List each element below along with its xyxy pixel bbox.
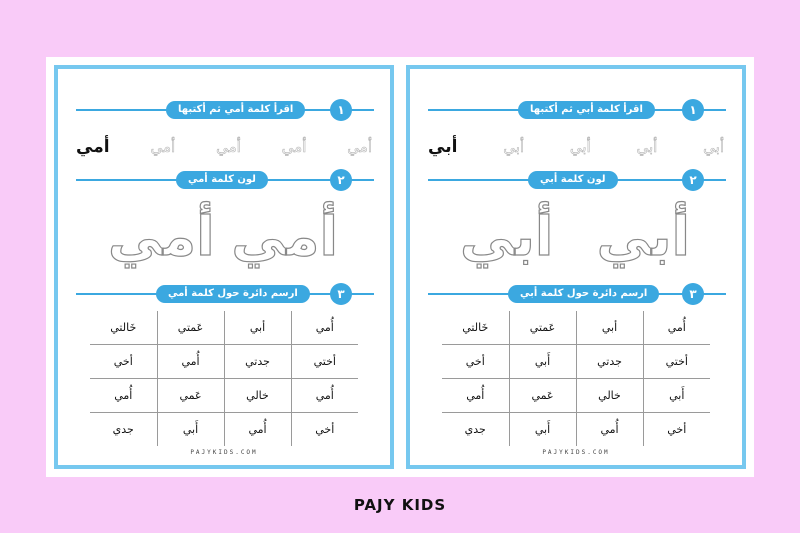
trace-row: [428, 130, 724, 164]
grid-cell[interactable]: أُمي: [442, 379, 509, 413]
grid-cell[interactable]: أَبي: [509, 413, 576, 447]
outline-words: [460, 196, 690, 276]
grid-row: [442, 413, 710, 447]
grid-row: [90, 345, 358, 379]
outline-word: أبي: [596, 204, 690, 268]
grid-row: [90, 311, 358, 345]
grid-cell[interactable]: جدتي: [576, 345, 643, 379]
section-1-number: ١: [330, 99, 352, 121]
section-2-title: لون كلمة أبي: [528, 171, 618, 189]
grid-cell[interactable]: جدي: [442, 413, 509, 447]
trace-word: أمي: [281, 138, 307, 156]
worksheet-frame: [46, 57, 754, 477]
grid-cell[interactable]: أبي: [576, 311, 643, 345]
grid-cell[interactable]: أَبي: [509, 345, 576, 379]
outline-word: أبي: [460, 204, 554, 268]
model-word: أبي: [428, 137, 458, 157]
trace-word: أمي: [347, 138, 372, 156]
section-1-title: اقرأ كلمة أبي ثم أكتبها: [518, 101, 655, 119]
grid-cell[interactable]: أخي: [643, 413, 710, 447]
outline-words: [108, 196, 338, 276]
worksheet-mother: [54, 65, 394, 469]
trace-word: أبي: [503, 138, 525, 156]
site-url: PAJYKIDS.COM: [190, 449, 258, 456]
grid-cell[interactable]: خَالتي: [442, 311, 509, 345]
grid-cell[interactable]: خَالتي: [90, 311, 157, 345]
grid-cell[interactable]: خالي: [576, 379, 643, 413]
section-3-title: ارسم دائرة حول كلمة أمي: [156, 285, 310, 303]
trace-word: أمي: [216, 138, 241, 156]
grid-cell[interactable]: جدي: [90, 413, 157, 447]
grid-row: [442, 311, 710, 345]
grid-cell[interactable]: عَمتي: [157, 311, 224, 345]
grid-cell[interactable]: أُمي: [643, 311, 710, 345]
grid-cell[interactable]: أُمي: [157, 345, 224, 379]
section-2-number: ٢: [330, 169, 352, 191]
grid-cell[interactable]: أُمي: [291, 379, 358, 413]
worksheet-father: [406, 65, 746, 469]
grid-cell[interactable]: جدتي: [224, 345, 291, 379]
trace-word: أبي: [569, 138, 591, 156]
grid-row: [442, 345, 710, 379]
section-1-title: اقرأ كلمة أمي ثم أكتبها: [166, 101, 305, 119]
section-3-header: [76, 283, 374, 305]
grid-cell[interactable]: أخي: [90, 345, 157, 379]
trace-word: أمي: [150, 138, 176, 156]
outline-word: أمي: [108, 204, 215, 268]
grid-cell[interactable]: أخي: [442, 345, 509, 379]
word-grid: [90, 311, 358, 446]
section-3-number: ٣: [330, 283, 352, 305]
grid-cell[interactable]: أُمي: [90, 379, 157, 413]
grid-cell[interactable]: أَبي: [157, 413, 224, 447]
section-1-number: ١: [682, 99, 704, 121]
section-1-header: [76, 99, 374, 121]
outline-word: أمي: [231, 204, 338, 268]
word-grid: [442, 311, 710, 446]
section-3-header: [428, 283, 726, 305]
grid-cell[interactable]: عَمتي: [509, 311, 576, 345]
section-2-header: [76, 169, 374, 191]
grid-cell[interactable]: أبي: [224, 311, 291, 345]
grid-cell[interactable]: أُمي: [224, 413, 291, 447]
section-3-title: ارسم دائرة حول كلمة أبي: [508, 285, 659, 303]
grid-row: [90, 379, 358, 413]
grid-cell[interactable]: أختي: [291, 345, 358, 379]
grid-cell[interactable]: أُمي: [291, 311, 358, 345]
grid-cell[interactable]: عَمي: [157, 379, 224, 413]
section-2-title: لون كلمة أمي: [176, 171, 268, 189]
grid-cell[interactable]: أخي: [291, 413, 358, 447]
section-2-header: [428, 169, 726, 191]
grid-cell[interactable]: خالي: [224, 379, 291, 413]
grid-cell[interactable]: أَبي: [643, 379, 710, 413]
grid-cell[interactable]: أختي: [643, 345, 710, 379]
grid-row: [442, 379, 710, 413]
brand-logo-text: PAJY KIDS: [353, 496, 447, 514]
trace-word: أبي: [636, 138, 658, 156]
grid-cell[interactable]: عَمي: [509, 379, 576, 413]
grid-row: [90, 413, 358, 447]
grid-cell[interactable]: أُمي: [576, 413, 643, 447]
site-url: PAJYKIDS.COM: [542, 449, 610, 456]
section-3-number: ٣: [682, 283, 704, 305]
section-1-header: [428, 99, 726, 121]
trace-word: أبي: [703, 138, 724, 156]
section-2-number: ٢: [682, 169, 704, 191]
model-word: أمي: [76, 137, 110, 157]
trace-row: [76, 130, 372, 164]
